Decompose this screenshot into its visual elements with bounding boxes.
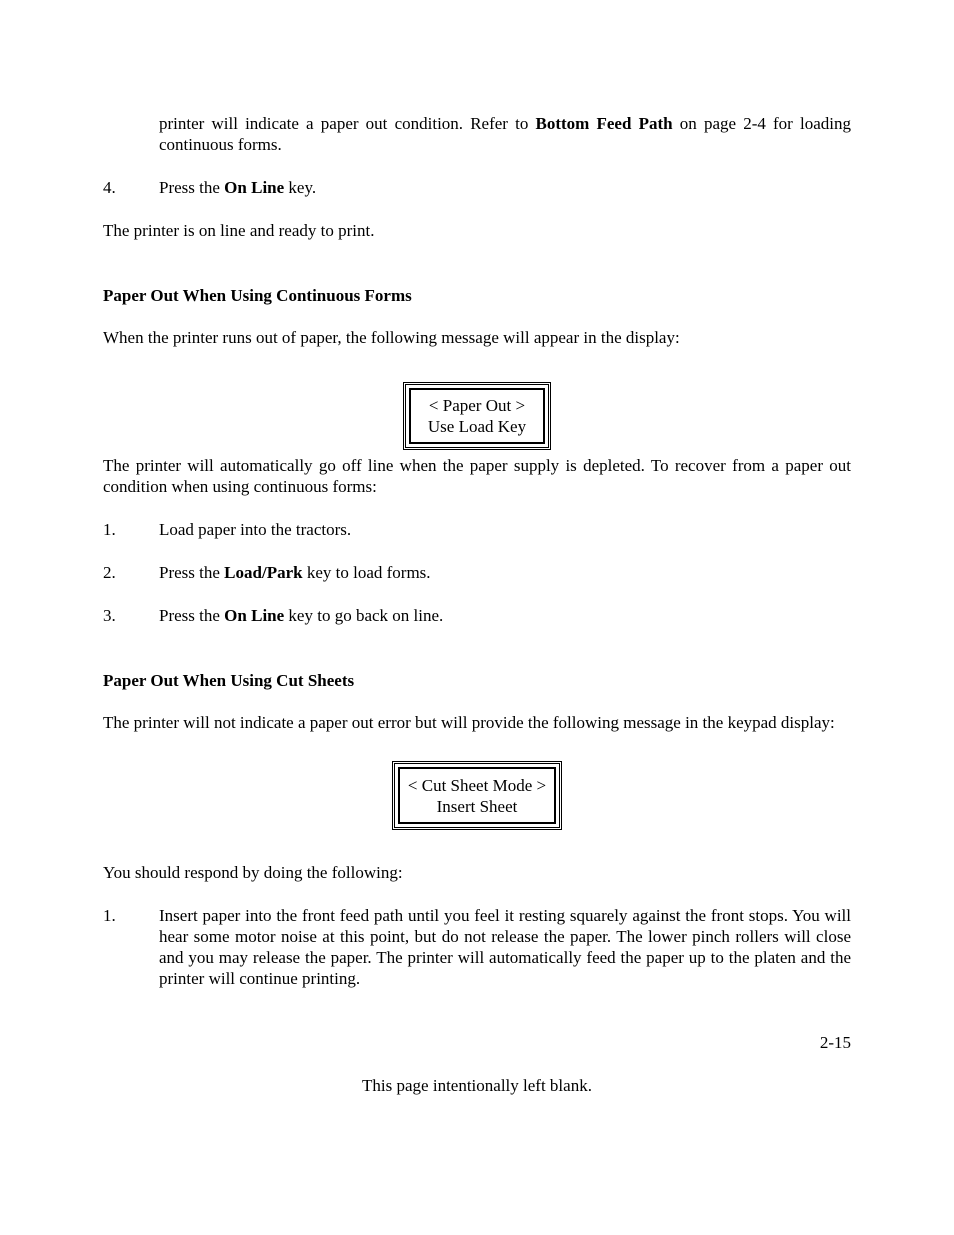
step-number: 3. xyxy=(103,606,116,625)
display-line-2: Use Load Key xyxy=(427,417,527,436)
intro-text-end: on page 2-4 for loading continuous forms. xyxy=(159,114,851,154)
page-number: 2-15 xyxy=(819,1033,851,1052)
respond-text: You should respond by doing the following: xyxy=(103,863,403,882)
step-text-end: key. xyxy=(284,178,317,197)
continuous-lead: When the printer runs out of paper, the following message will appear in the display: xyxy=(103,328,680,347)
display-screen xyxy=(398,767,556,824)
step-text-end: key to load forms. xyxy=(302,563,431,582)
cut-lead: The printer will not indicate a paper out error but will provide the following message in the keypad display: xyxy=(103,713,835,732)
continuous-step-1 xyxy=(159,519,351,540)
step-text: Load paper into the tractors. xyxy=(159,520,352,539)
continuous-step-3 xyxy=(159,605,443,626)
intro-paragraph xyxy=(159,113,851,155)
section-heading-cut-sheets: Paper Out When Using Cut Sheets xyxy=(103,671,355,690)
online-text: The printer is on line and ready to print. xyxy=(103,221,375,240)
display-line-1: < Cut Sheet Mode > xyxy=(407,775,547,795)
intro-text: printer will indicate a paper out condition. Refer to xyxy=(159,114,536,133)
display-line-2: Insert Sheet xyxy=(436,796,518,816)
key-name: On Line xyxy=(224,606,285,625)
step-4 xyxy=(159,177,316,198)
cut-step-1: Insert paper into the front feed path until you feel it resting squarely against the front stops. You will hear some motor noise at this point, but do not release the paper. The lower pinch rollers will close and you may release the paper. The printer will automatically feed the paper up to the platen and the printer will continue printing. xyxy=(159,906,851,988)
display-panel-paper-out xyxy=(403,382,551,450)
key-name: On Line xyxy=(224,178,285,197)
display-panel-cut-sheet xyxy=(392,761,562,830)
display-screen xyxy=(409,388,545,444)
bottom-feed-path-ref: Bottom Feed Path xyxy=(535,114,673,133)
display-line-1: < Paper Out > xyxy=(428,396,526,415)
step-number: 2. xyxy=(103,563,116,582)
step-number: 4. xyxy=(103,178,116,197)
section-heading-continuous: Paper Out When Using Continuous Forms xyxy=(103,286,412,305)
step-text: Press the xyxy=(159,563,225,582)
key-name: Load/Park xyxy=(224,563,303,582)
step-text: Press the xyxy=(159,178,225,197)
continuous-desc: The printer will automatically go off line when the paper supply is depleted. To recover from a paper out condition when using continuous forms: xyxy=(103,456,851,496)
continuous-step-2 xyxy=(159,562,431,583)
step-text: Press the xyxy=(159,606,225,625)
blank-page-note: This page intentionally left blank. xyxy=(362,1076,592,1095)
step-number: 1. xyxy=(103,520,116,539)
step-number: 1. xyxy=(103,906,116,925)
step-text-end: key to go back on line. xyxy=(284,606,444,625)
